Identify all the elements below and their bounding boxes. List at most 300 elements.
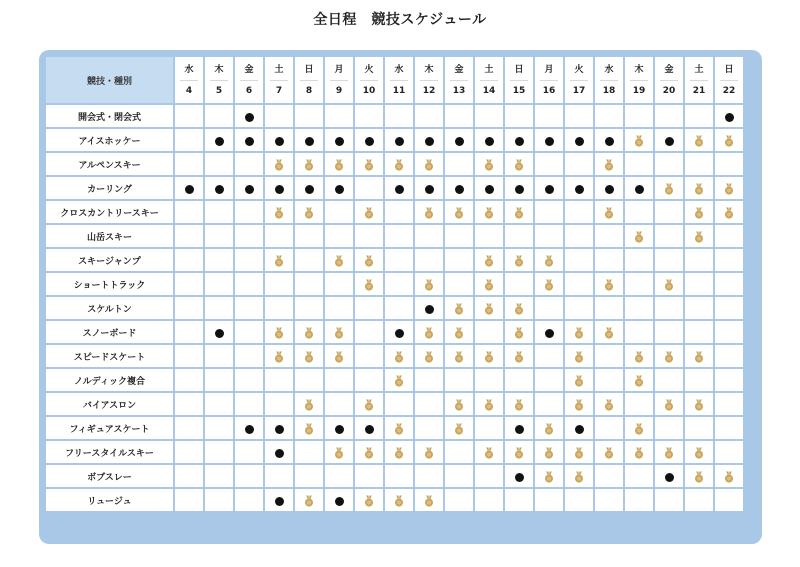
medal-icon [363, 495, 375, 507]
medal-icon [333, 159, 345, 171]
schedule-cell [354, 200, 384, 224]
day-header [234, 56, 264, 104]
medal-icon [663, 351, 675, 363]
schedule-cell [294, 128, 324, 152]
schedule-cell [714, 176, 744, 200]
medal-icon [723, 207, 735, 219]
schedule-cell [714, 152, 744, 176]
schedule-cell [534, 152, 564, 176]
medal-icon [633, 351, 645, 363]
schedule-cell [264, 392, 294, 416]
competition-dot [515, 473, 524, 482]
schedule-cell [294, 392, 324, 416]
schedule-cell [624, 416, 654, 440]
schedule-cell [474, 320, 504, 344]
medal-icon [303, 207, 315, 219]
schedule-cell [264, 176, 294, 200]
schedule-cell [384, 464, 414, 488]
medal-icon [453, 327, 465, 339]
day-header [264, 56, 294, 104]
schedule-cell [174, 440, 204, 464]
sport-name: 開会式・閉会式 [45, 104, 174, 128]
schedule-cell [204, 128, 234, 152]
schedule-cell [654, 440, 684, 464]
schedule-cell [204, 272, 234, 296]
schedule-cell [324, 176, 354, 200]
schedule-cell [534, 440, 564, 464]
schedule-cell [534, 248, 564, 272]
medal-icon [663, 183, 675, 195]
schedule-cell [624, 392, 654, 416]
schedule-cell [234, 320, 264, 344]
schedule-cell [594, 440, 624, 464]
schedule-cell [354, 416, 384, 440]
day-header [174, 56, 204, 104]
weekday-label: 月 [334, 64, 344, 75]
header-label: 競技・種別 [45, 56, 174, 104]
schedule-cell [714, 296, 744, 320]
schedule-cell [294, 224, 324, 248]
day-header [534, 56, 564, 104]
competition-dot [275, 425, 284, 434]
medal-icon [303, 159, 315, 171]
schedule-cell [204, 224, 234, 248]
medal-icon [423, 207, 435, 219]
schedule-cell [174, 152, 204, 176]
schedule-cell [564, 152, 594, 176]
schedule-cell [594, 344, 624, 368]
date-label: 13 [450, 80, 468, 97]
schedule-cell [414, 104, 444, 128]
schedule-cell [684, 272, 714, 296]
schedule-cell [354, 320, 384, 344]
schedule-cell [204, 464, 234, 488]
schedule-cell [264, 464, 294, 488]
page-title: 全日程 競技スケジュール [313, 12, 487, 28]
day-header [684, 56, 714, 104]
schedule-cell [504, 200, 534, 224]
schedule-cell [654, 464, 684, 488]
competition-dot [335, 137, 344, 146]
weekday-label: 金 [244, 64, 254, 75]
schedule-cell [384, 152, 414, 176]
sport-row [45, 368, 744, 392]
schedule-cell [504, 368, 534, 392]
schedule-cell [624, 488, 654, 512]
schedule-cell [654, 320, 684, 344]
sport-name: スピードスケート [45, 344, 174, 368]
schedule-cell [174, 296, 204, 320]
schedule-cell [174, 128, 204, 152]
medal-icon [603, 159, 615, 171]
schedule-cell [594, 104, 624, 128]
competition-dot [515, 185, 524, 194]
sport-row [45, 224, 744, 248]
schedule-cell [474, 176, 504, 200]
weekday-label: 水 [184, 64, 194, 75]
sport-name: スキージャンプ [45, 248, 174, 272]
schedule-cell [264, 344, 294, 368]
schedule-cell [564, 440, 594, 464]
schedule-cell [564, 128, 594, 152]
date-label: 4 [180, 80, 198, 97]
medal-icon [303, 351, 315, 363]
sport-row [45, 272, 744, 296]
day-header [474, 56, 504, 104]
schedule-cell [474, 488, 504, 512]
schedule-cell [444, 392, 474, 416]
schedule-cell [174, 176, 204, 200]
schedule-cell [534, 392, 564, 416]
medal-icon [423, 495, 435, 507]
schedule-cell [474, 440, 504, 464]
schedule-cell [714, 344, 744, 368]
medal-icon [723, 471, 735, 483]
schedule-cell [414, 248, 444, 272]
schedule-cell [534, 488, 564, 512]
schedule-cell [684, 200, 714, 224]
schedule-cell [264, 296, 294, 320]
schedule-cell [654, 392, 684, 416]
schedule-cell [504, 152, 534, 176]
medal-icon [453, 399, 465, 411]
medal-icon [363, 255, 375, 267]
schedule-cell [444, 320, 474, 344]
day-header [624, 56, 654, 104]
schedule-cell [324, 200, 354, 224]
weekday-label: 日 [304, 64, 314, 75]
date-label: 16 [540, 80, 558, 97]
schedule-cell [504, 488, 534, 512]
day-header [564, 56, 594, 104]
schedule-cell [504, 224, 534, 248]
medal-icon [633, 375, 645, 387]
schedule-cell [654, 344, 684, 368]
competition-dot [275, 449, 284, 458]
schedule-cell [294, 200, 324, 224]
schedule-cell [504, 392, 534, 416]
schedule-cell [174, 392, 204, 416]
schedule-cell [204, 152, 234, 176]
medal-icon [513, 303, 525, 315]
schedule-cell [714, 128, 744, 152]
medal-icon [573, 447, 585, 459]
medal-icon [393, 423, 405, 435]
medal-icon [333, 447, 345, 459]
schedule-cell [234, 416, 264, 440]
schedule-cell [324, 488, 354, 512]
schedule-cell [384, 440, 414, 464]
schedule-cell [324, 320, 354, 344]
schedule-cell [234, 488, 264, 512]
schedule-cell [324, 392, 354, 416]
competition-dot [605, 185, 614, 194]
competition-dot [275, 497, 284, 506]
medal-icon [603, 207, 615, 219]
schedule-cell [294, 176, 324, 200]
schedule-cell [234, 296, 264, 320]
medal-icon [303, 399, 315, 411]
competition-dot [275, 137, 284, 146]
sport-name: スケルトン [45, 296, 174, 320]
medal-icon [453, 351, 465, 363]
schedule-cell [474, 152, 504, 176]
schedule-cell [714, 248, 744, 272]
schedule-cell [414, 176, 444, 200]
schedule-cell [624, 464, 654, 488]
schedule-cell [714, 464, 744, 488]
schedule-cell [204, 296, 234, 320]
schedule-cell [264, 416, 294, 440]
weekday-label: 日 [514, 64, 524, 75]
schedule-cell [714, 392, 744, 416]
schedule-cell [414, 440, 444, 464]
schedule-cell [534, 296, 564, 320]
weekday-label: 日 [724, 64, 734, 75]
medal-icon [573, 375, 585, 387]
schedule-cell [504, 296, 534, 320]
schedule-cell [234, 128, 264, 152]
schedule-cell [684, 368, 714, 392]
schedule-cell [264, 224, 294, 248]
schedule-cell [324, 464, 354, 488]
schedule-cell [594, 488, 624, 512]
date-label: 21 [690, 80, 708, 97]
schedule-cell [474, 104, 504, 128]
schedule-cell [564, 344, 594, 368]
medal-icon [273, 351, 285, 363]
competition-dot [515, 425, 524, 434]
schedule-cell [474, 200, 504, 224]
schedule-cell [204, 344, 234, 368]
schedule-cell [324, 224, 354, 248]
schedule-cell [354, 104, 384, 128]
schedule-cell [684, 176, 714, 200]
schedule-cell [354, 488, 384, 512]
sport-name: リュージュ [45, 488, 174, 512]
sport-row [45, 176, 744, 200]
schedule-cell [564, 320, 594, 344]
medal-icon [543, 447, 555, 459]
competition-dot [275, 185, 284, 194]
schedule-cell [414, 128, 444, 152]
competition-dot [425, 137, 434, 146]
schedule-cell [414, 320, 444, 344]
medal-icon [483, 399, 495, 411]
schedule-cell [234, 176, 264, 200]
medal-icon [453, 303, 465, 315]
schedule-cell [624, 368, 654, 392]
schedule-cell [264, 200, 294, 224]
schedule-cell [354, 464, 384, 488]
schedule-cell [264, 488, 294, 512]
schedule-cell [174, 248, 204, 272]
sport-row [45, 152, 744, 176]
schedule-cell [384, 272, 414, 296]
schedule-cell [654, 368, 684, 392]
sport-name: ショートトラック [45, 272, 174, 296]
date-label: 20 [660, 80, 678, 97]
medal-icon [273, 327, 285, 339]
medal-icon [513, 159, 525, 171]
schedule-cell [654, 248, 684, 272]
date-label: 17 [570, 80, 588, 97]
schedule-cell [354, 344, 384, 368]
medal-icon [483, 447, 495, 459]
schedule-cell [594, 200, 624, 224]
date-label: 22 [720, 80, 738, 97]
schedule-cell [594, 320, 624, 344]
schedule-cell [384, 392, 414, 416]
schedule-cell [504, 128, 534, 152]
schedule-cell [714, 224, 744, 248]
schedule-cell [504, 416, 534, 440]
schedule-cell [354, 296, 384, 320]
date-label: 9 [330, 80, 348, 97]
schedule-cell [444, 368, 474, 392]
schedule-cell [384, 320, 414, 344]
schedule-cell [444, 104, 474, 128]
schedule-cell [414, 296, 444, 320]
schedule-cell [444, 152, 474, 176]
schedule-cell [174, 272, 204, 296]
medal-icon [393, 447, 405, 459]
medal-icon [513, 399, 525, 411]
medal-icon [693, 471, 705, 483]
schedule-cell [444, 296, 474, 320]
schedule-cell [294, 368, 324, 392]
medal-icon [303, 495, 315, 507]
medal-icon [393, 351, 405, 363]
sport-row [45, 248, 744, 272]
competition-dot [485, 185, 494, 194]
medal-icon [333, 327, 345, 339]
day-header [294, 56, 324, 104]
schedule-cell [264, 104, 294, 128]
schedule-cell [234, 272, 264, 296]
schedule-cell [564, 248, 594, 272]
medal-icon [693, 135, 705, 147]
medal-icon [633, 423, 645, 435]
schedule-cell [294, 296, 324, 320]
competition-dot [215, 329, 224, 338]
medal-icon [693, 399, 705, 411]
schedule-cell [234, 440, 264, 464]
schedule-cell [624, 104, 654, 128]
schedule-cell [654, 296, 684, 320]
schedule-cell [564, 368, 594, 392]
medal-icon [543, 423, 555, 435]
schedule-cell [414, 392, 444, 416]
day-header [384, 56, 414, 104]
schedule-cell [594, 272, 624, 296]
schedule-cell [354, 224, 384, 248]
competition-dot [215, 185, 224, 194]
schedule-cell [264, 440, 294, 464]
sport-name: カーリング [45, 176, 174, 200]
schedule-cell [684, 224, 714, 248]
schedule-cell [654, 176, 684, 200]
competition-dot [575, 425, 584, 434]
schedule-cell [684, 152, 714, 176]
schedule-cell [414, 224, 444, 248]
schedule-cell [564, 200, 594, 224]
competition-dot [605, 137, 614, 146]
schedule-cell [564, 104, 594, 128]
schedule-cell [234, 200, 264, 224]
date-label: 6 [240, 80, 258, 97]
schedule-cell [594, 368, 624, 392]
medal-icon [393, 159, 405, 171]
schedule-cell [474, 344, 504, 368]
medal-icon [573, 351, 585, 363]
medal-icon [273, 159, 285, 171]
sport-row [45, 464, 744, 488]
schedule-cell [684, 464, 714, 488]
schedule-cell [594, 152, 624, 176]
schedule-cell [174, 344, 204, 368]
sport-name: フリースタイルスキー [45, 440, 174, 464]
schedule-cell [234, 392, 264, 416]
schedule-cell [294, 272, 324, 296]
competition-dot [485, 137, 494, 146]
schedule-cell [654, 104, 684, 128]
date-label: 12 [420, 80, 438, 97]
sport-row [45, 296, 744, 320]
schedule-cell [684, 440, 714, 464]
medal-icon [483, 159, 495, 171]
schedule-cell [414, 464, 444, 488]
schedule-cell [234, 344, 264, 368]
schedule-cell [534, 368, 564, 392]
schedule-cell [504, 320, 534, 344]
schedule-cell [174, 464, 204, 488]
schedule-cell [684, 488, 714, 512]
medal-icon [603, 327, 615, 339]
sport-name: アルペンスキー [45, 152, 174, 176]
schedule-cell [474, 368, 504, 392]
medal-icon [603, 399, 615, 411]
medal-icon [633, 231, 645, 243]
competition-dot [665, 137, 674, 146]
schedule-cell [624, 272, 654, 296]
sport-row [45, 104, 744, 128]
schedule-cell [264, 152, 294, 176]
schedule-cell [324, 272, 354, 296]
schedule-cell [714, 368, 744, 392]
schedule-cell [174, 488, 204, 512]
schedule-cell [384, 296, 414, 320]
schedule-cell [324, 296, 354, 320]
schedule-cell [714, 440, 744, 464]
weekday-label: 水 [394, 64, 404, 75]
schedule-cell [624, 248, 654, 272]
schedule-cell [714, 488, 744, 512]
medal-icon [303, 327, 315, 339]
schedule-cell [654, 488, 684, 512]
medal-icon [363, 207, 375, 219]
medal-icon [723, 183, 735, 195]
medal-icon [423, 327, 435, 339]
day-header [354, 56, 384, 104]
schedule-cell [294, 104, 324, 128]
schedule-cell [384, 488, 414, 512]
medal-icon [513, 207, 525, 219]
schedule-cell [174, 200, 204, 224]
competition-dot [245, 113, 254, 122]
date-label: 5 [210, 80, 228, 97]
medal-icon [633, 135, 645, 147]
